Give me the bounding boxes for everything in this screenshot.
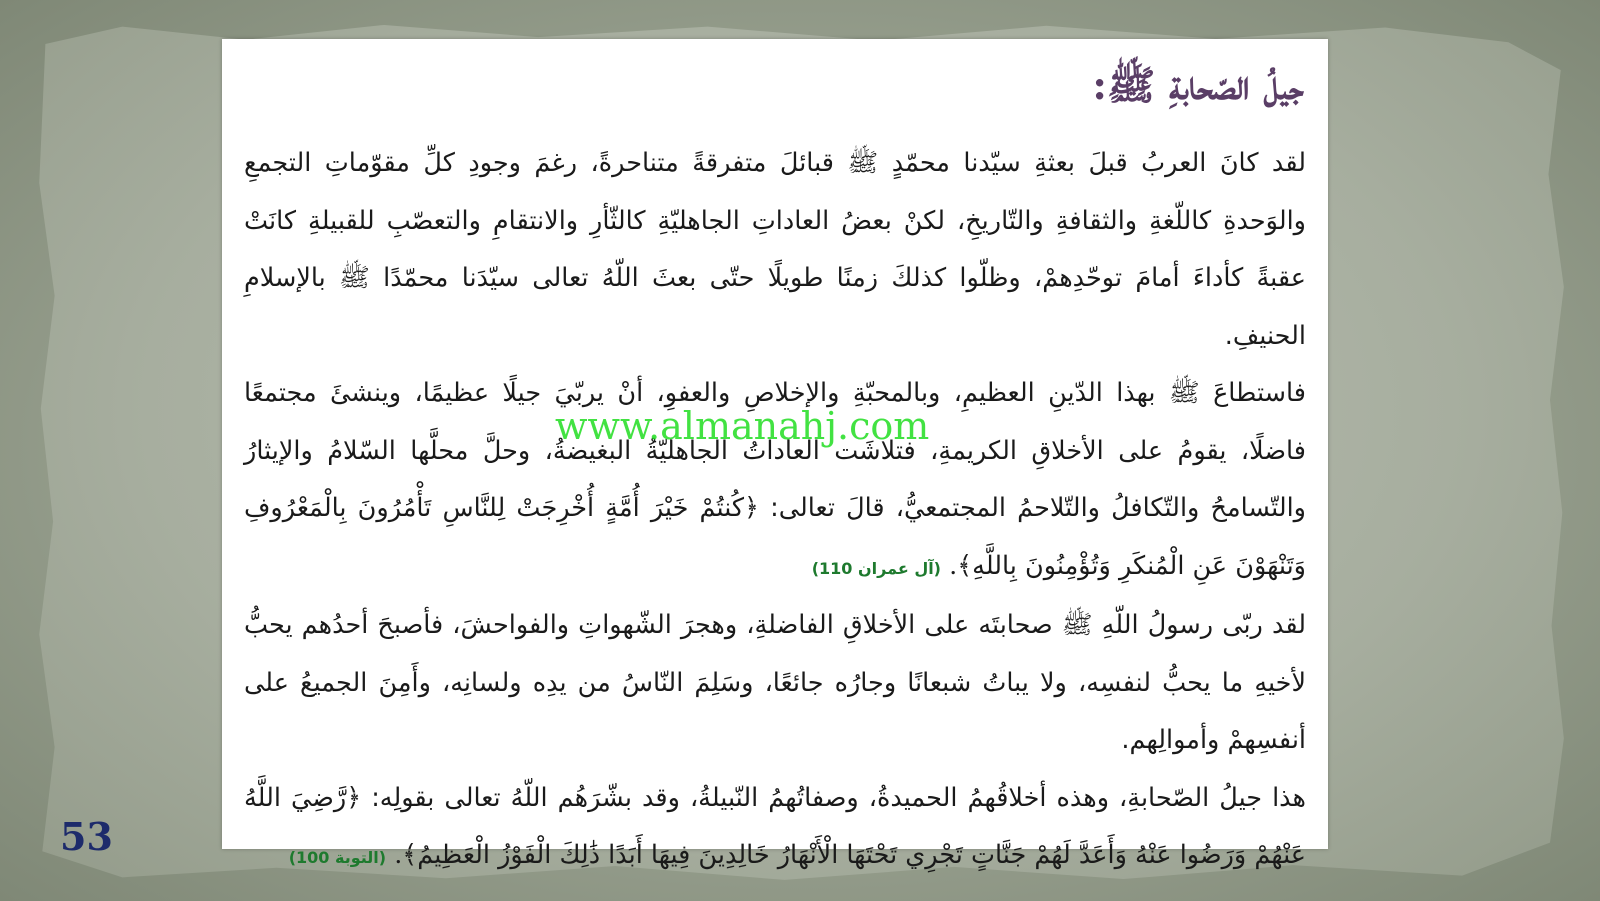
page-title: جيلُ الصّحابةِ ﷺ: [1092, 62, 1304, 109]
paragraph-4-text: هذا جيلُ الصّحابةِ، وهذه أخلاقُهمُ الحميدةُ، وصفاتُهمُ النّبيلةُ، وقد بشّرَهُم اللّهُ تعالى بقولِه: [371, 782, 1306, 813]
paragraph-1: لقد كانَ العربُ قبلَ بعثةِ سيّدنا محمّدٍ ﷺ قبائلَ متفرقةً متناحرةً، رغمَ وجودِ كلِّ مقوّماتِ التجمعِ والوَحدةِ كاللّغةِ والثقافةِ والتّاريخِ، لكنْ بعضُ العاداتِ الجاهليّةِ كالثّأرِ والانتقامِ والتعصّبِ للقبيلةِ كانَتْ عقبةً كأداءَ أمامَ توحّدِهمْ، وظلّوا كذلكَ زمنًا طويلًا حتّى بعثَ اللّهُ تعالى سيّدَنا محمّدًا ﷺ بالإسلامِ الحنيفِ. [244, 148, 1306, 351]
verse-1-reference: (آل عمران 110) [811, 558, 941, 578]
quran-verse-1: ﴿كُنتُمْ خَيْرَ أُمَّةٍ أُخْرِجَتْ لِلنَّاسِ تَأْمُرُونَ بِالْمَعْرُوفِ وَتَنْهَوْنَ عَنِ الْمُنكَرِ وَتُؤْمِنُونَ بِاللَّهِ﴾. [244, 493, 1306, 581]
watermark: www.almanahj.com [555, 404, 930, 448]
quran-verse-2: ﴿رَّضِيَ اللَّهُ عَنْهُمْ وَرَضُوا عَنْهُ وَأَعَدَّ لَهُمْ جَنَّاتٍ تَجْرِي تَحْتَهَا الْأَنْهَارُ خَالِدِينَ فِيهَا أَبَدًا ذَٰلِكَ الْفَوْزُ الْعَظِيمُ﴾. [244, 782, 1306, 870]
paragraph-2 [244, 365, 1306, 597]
paragraph-3: لقد ربّى رسولُ اللّهِ ﷺ صحابتَه على الأخلاقِ الفاضلةِ، وهجرَ الشّهواتِ والفواحشَ، فأصبحَ أحدُهم يحبُّ لأخيهِ ما يحبُّ لنفسِه، ولا يباتُ شبعانًا وجارُه جائعًا، وسَلِمَ النّاسُ من يدِه ولسانِه، وأَمِنَ الجميعُ على أنفسِهمْ وأموالِهم. [244, 610, 1306, 755]
paragraph-2-text: فاستطاعَ ﷺ بهذا الدّينِ العظيمِ، وبالمحبّةِ والإخلاصِ والعفوِ، أنْ يربّيَ جيلًا عظيمًا، وينشئَ مجتمعًا فاضلًا، يقومُ على الأخلاقِ الكريمةِ، فتلاشَت العاداتُ الجاهليّةُ البغيضةُ، وحلَّ محلَّها السّلامُ والإيثارُ والتّسامحُ والتّكافلُ والتّلاحمُ المجتمعيُّ، قالَ تعالى: [244, 378, 1306, 523]
body-text [244, 135, 1306, 887]
page-number: 53 [60, 814, 113, 859]
verse-2-reference: (التوبة 100) [288, 848, 387, 867]
paragraph-4 [244, 770, 1306, 887]
